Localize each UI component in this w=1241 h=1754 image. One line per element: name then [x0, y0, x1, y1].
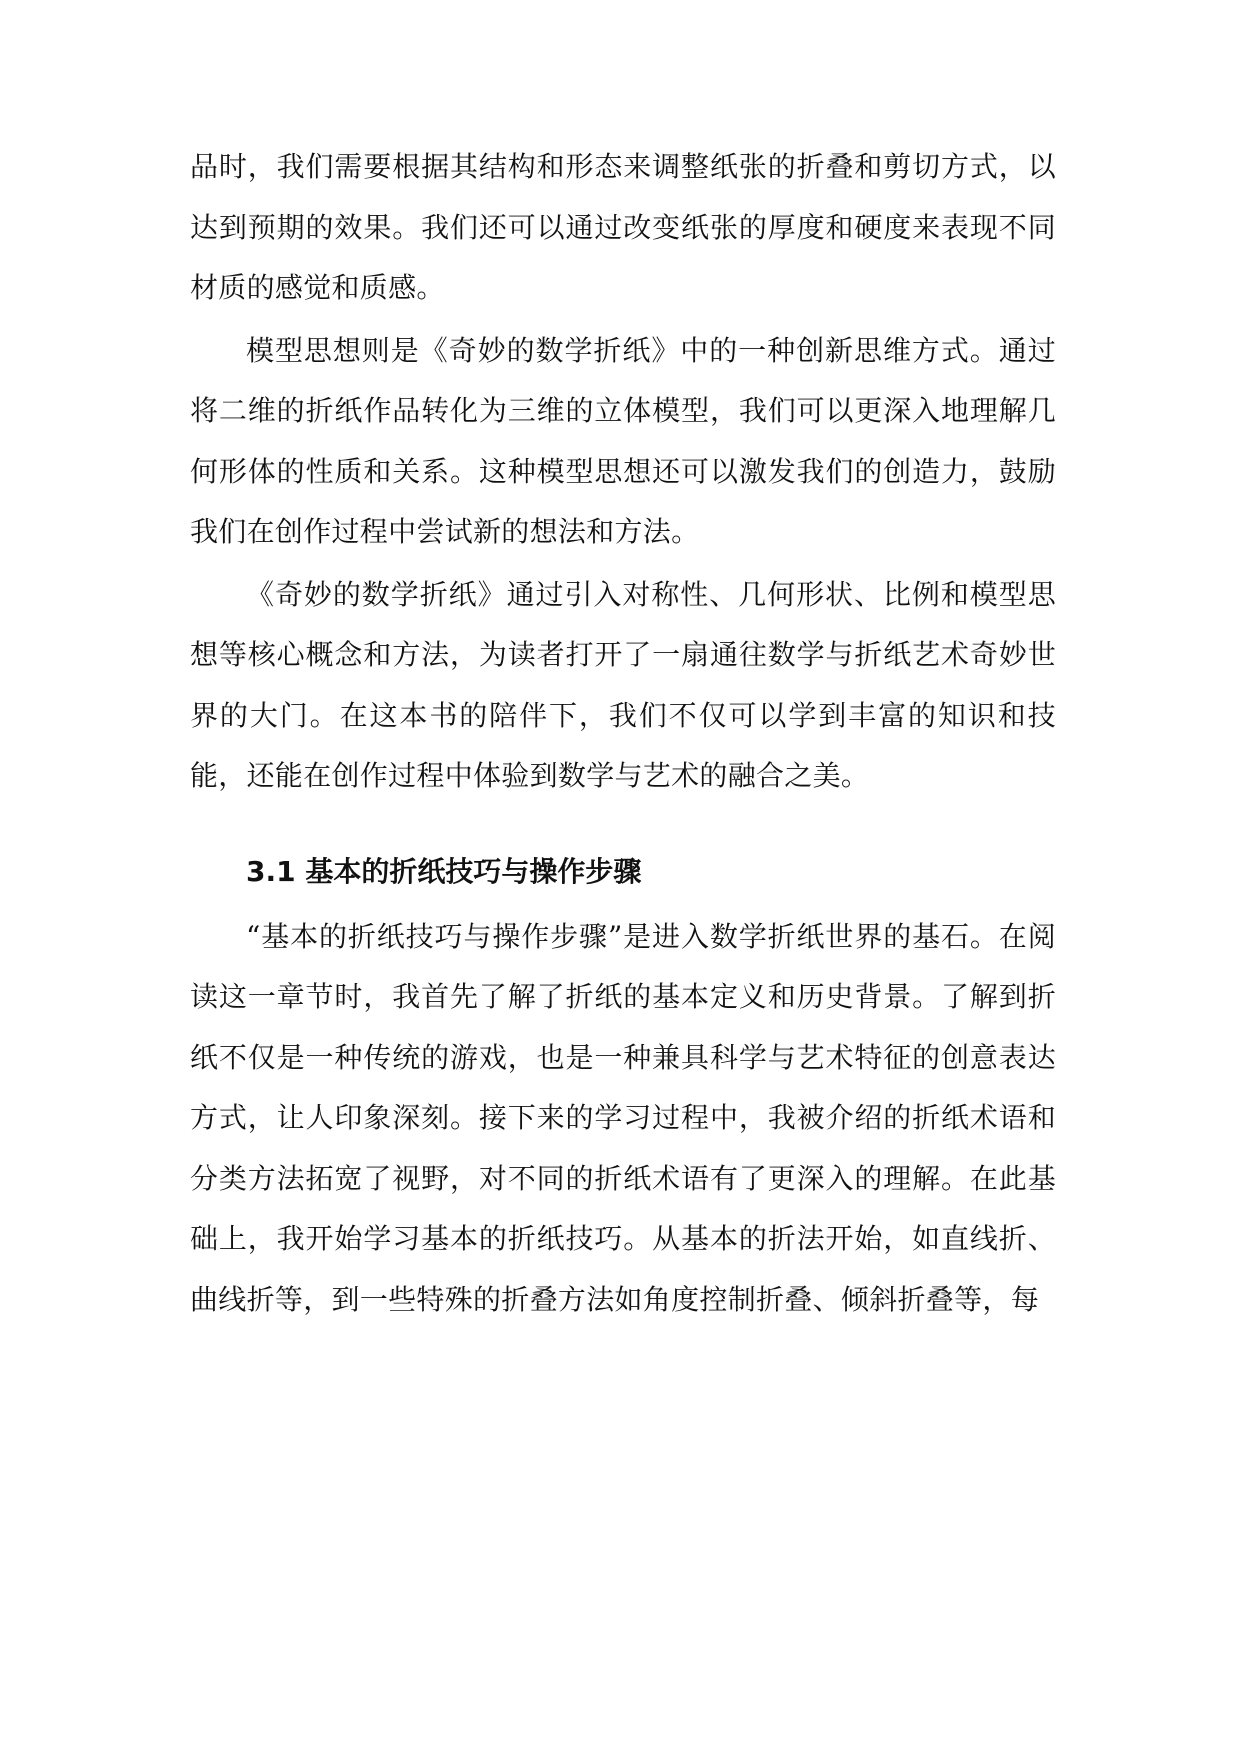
paragraph-model-thinking: 模型思想则是《奇妙的数学折纸》中的一种创新思维方式。通过将二维的折纸作品转化为三维的立体模型，我们可以更深入地理解几何形体的性质和关系。这种模型思想还可以激发我们的创造力，鼓励我们在创作过程中尝试新的想法和方法。	[190, 333, 1056, 548]
section-heading: 3.1 基本的折纸技巧与操作步骤	[246, 854, 642, 888]
paragraph-continued: 品时，我们需要根据其结构和形态来调整纸张的折叠和剪切方式，以达到预期的效果。我们还可以通过改变纸张的厚度和硬度来表现不同材质的感觉和质感。	[190, 150, 1056, 304]
page-body	[190, 137, 1056, 1330]
section-heading-wrapper	[190, 853, 1056, 891]
paragraph-basic-techniques: “基本的折纸技巧与操作步骤”是进入数学折纸世界的基石。在阅读这一章节时，我首先了解了折纸的基本定义和历史背景。了解到折纸不仅是一种传统的游戏，也是一种兼具科学与艺术特征的创意表达方式，让人印象深刻。接下来的学习过程中，我被介绍的折纸术语和分类方法拓宽了视野，对不同的折纸术语有了更深入的理解。在此基础上，我开始学习基本的折纸技巧。从基本的折法开始，如直线折、曲线折等，到一些特殊的折叠方法如角度控制折叠、倾斜折叠等，每	[190, 919, 1056, 1316]
paragraph-book-summary: 《奇妙的数学折纸》通过引入对称性、几何形状、比例和模型思想等核心概念和方法，为读者打开了一扇通往数学与折纸艺术奇妙世界的大门。在这本书的陪伴下，我们不仅可以学到丰富的知识和技能，还能在创作过程中体验到数学与艺术的融合之美。	[190, 577, 1056, 792]
